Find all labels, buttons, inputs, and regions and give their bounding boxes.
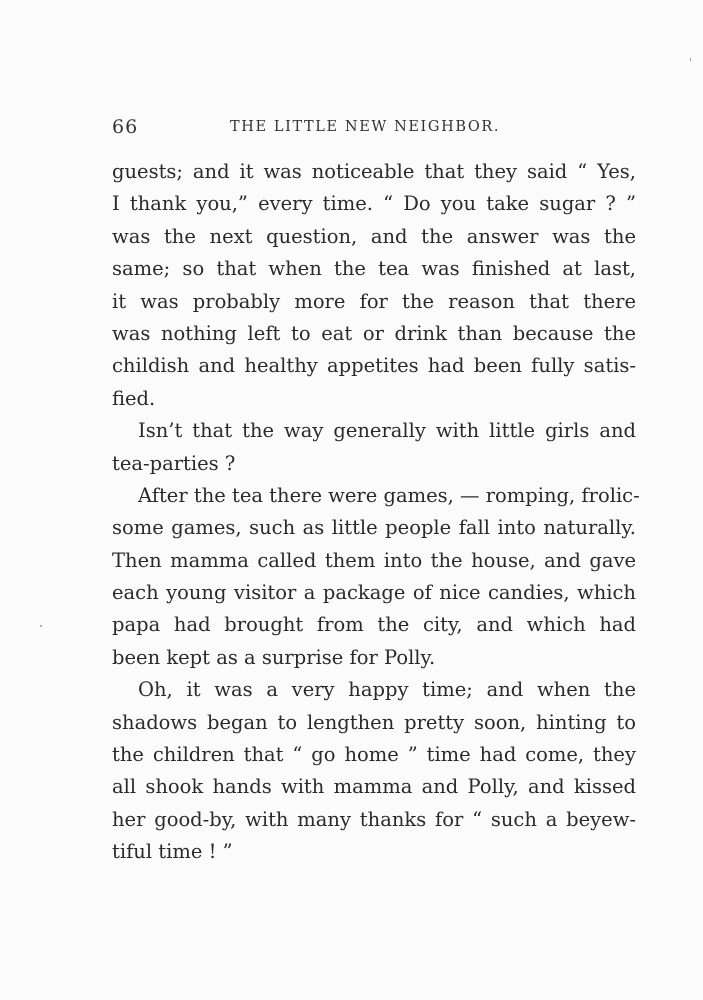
text-line: fied. [112,386,156,410]
page-header [112,116,632,140]
text-line: some games, such as little people fall into naturally. [112,516,636,540]
text-line: childish and healthy appetites had been fully satis- [112,354,636,378]
text-line: Then mamma called them into the house, and gave [112,548,636,572]
text-line: her good-by, with many thanks for “ such a beyew- [112,807,636,831]
paragraph-start-line: Isn’t that the way generally with little girls and [138,419,636,443]
text-line: each young visitor a package of nice candies, which [112,581,636,605]
text-line: tea-parties ? [112,451,236,475]
text-line: it was probably more for the reason that there [112,289,636,313]
text-line: papa had brought from the city, and which had [112,613,636,637]
text-line: shadows began to lengthen pretty soon, hinting to [112,710,636,734]
page-number: 66 [112,116,139,138]
text-line: the children that “ go home ” time had come, they [112,743,636,767]
text-line: guests; and it was noticeable that they said “ Yes, [112,160,636,183]
text-line: was the next question, and the answer was the [112,224,636,248]
text-line: all shook hands with mamma and Polly, and kissed [112,775,636,799]
text-line: was nothing left to eat or drink than because the [112,321,636,345]
paragraph-start-line: After the tea there were games, — romping, frolic- [138,483,640,507]
paragraph-start-line: Oh, it was a very happy time; and when the [138,678,636,702]
text-line: same; so that when the tea was finished at last, [112,257,636,281]
running-head: THE LITTLE NEW NEIGHBOR. [230,119,501,135]
text-line: I thank you,” every time. “ Do you take sugar ? ” [112,192,636,216]
paper-speck [40,625,42,627]
body-text [112,156,640,869]
text-line: tiful time ! ” [112,840,233,864]
paper-speck [690,58,691,61]
text-line: been kept as a surprise for Polly. [112,645,436,669]
